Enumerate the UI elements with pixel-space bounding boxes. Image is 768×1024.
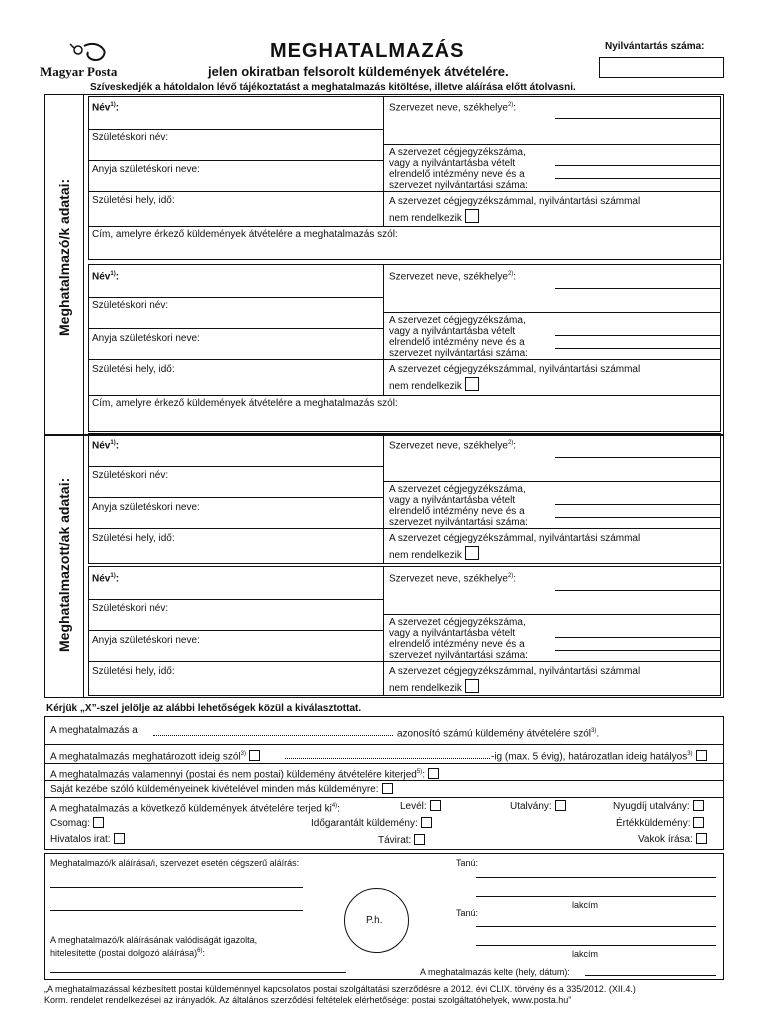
org-reg-label-1: A szervezet cégjegyzékszáma, (389, 315, 526, 326)
org-reg-label-3: elrendelő intézmény neve és a (389, 169, 525, 180)
utalvany-label: Utalvány: (510, 801, 552, 812)
org-reg-label-1: A szervezet cégjegyzékszáma, (389, 484, 526, 495)
org-none-label-2: nem rendelkezik (389, 213, 462, 224)
org-name-footnote: 2) (507, 102, 514, 108)
org-reg-label-3: elrendelő intézmény neve és a (389, 506, 525, 517)
csomag-checkbox[interactable] (93, 817, 104, 828)
address-label: Cím, amelyre érkező küldemények átvételére a meghatalmazás szól: (92, 398, 398, 409)
grantee-section-label: Meghatalmazott/ak adatai: (56, 477, 72, 652)
witness-line[interactable] (476, 926, 716, 927)
option-following-footnote: 4) (331, 803, 338, 809)
witness-line[interactable] (476, 896, 716, 897)
org-none-label-2: nem rendelkezik (389, 683, 462, 694)
org-none-label-2: nem rendelkezik (389, 550, 462, 561)
option-period-checkbox[interactable] (249, 750, 260, 761)
verify-footnote: 6) (197, 948, 203, 954)
name-label: Név (92, 102, 111, 114)
org-none-label-1: A szervezet cégjegyzékszámmal, nyilvántartási számmal (389, 196, 641, 207)
org-none-checkbox[interactable] (465, 679, 479, 693)
option-item-label-b: azonosító számú küldemény átvételére szól (397, 728, 591, 740)
mother-name-label: Anyja születéskori neve: (92, 333, 200, 344)
date-label: A meghatalmazás kelte (hely, dátum): (420, 967, 570, 977)
option-following-label: A meghatalmazás a következő küldemények átvételére terjed ki (50, 803, 332, 815)
logo-text: Magyar Posta (40, 64, 118, 79)
nyugdij-checkbox[interactable] (693, 800, 704, 811)
org-reg-label-4: szervezet nyilvántartási száma: (389, 180, 528, 191)
vakok-checkbox[interactable] (696, 833, 707, 844)
tavirat-checkbox[interactable] (414, 834, 425, 845)
hivatalos-checkbox[interactable] (114, 833, 125, 844)
residence-label: lakcím (572, 900, 599, 910)
org-none-label-1: A szervezet cégjegyzékszámmal, nyilvántartási számmal (389, 666, 641, 677)
org-name-footnote: 2) (507, 271, 514, 277)
name-label: Név (92, 573, 111, 585)
verifier-signature-line[interactable] (50, 972, 346, 973)
org-none-label-2: nem rendelkezik (389, 381, 462, 392)
org-reg-label-3: elrendelő intézmény neve és a (389, 337, 525, 348)
option-period-label: A meghatalmazás meghatározott ideig szól (50, 751, 241, 763)
mother-name-label: Anyja születéskori neve: (92, 164, 200, 175)
footer-line-1: „A meghatalmazással kézbesített postai küldeménnyel kapcsolatos postai szolgáltatási szerződésre a 2012. évi CLIX. törvény és a 335/2012. (XII.4.) (44, 984, 636, 994)
birth-place-label: Születési hely, idő: (92, 533, 175, 544)
mother-name-label: Anyja születéskori neve: (92, 502, 200, 513)
grantor-signature-line[interactable] (50, 910, 303, 911)
name-footnote: 1) (110, 271, 116, 277)
utalvany-checkbox[interactable] (555, 800, 566, 811)
verify-label-2: hitelesítette (postai dolgozó aláírása) (50, 948, 198, 958)
option-except-label: Saját kezébe szóló küldeményeinek kivételével minden más küldeményre: (50, 784, 379, 795)
org-name-footnote: 2) (507, 440, 514, 446)
ertek-label: Értékküldemény: (616, 818, 691, 829)
option-item-label-a: A meghatalmazás a (50, 725, 138, 736)
org-none-checkbox[interactable] (465, 377, 479, 391)
level-label: Levél: (400, 801, 427, 812)
birth-place-label: Születési hely, idő: (92, 666, 175, 677)
grantor-signature-label: Meghatalmazó/k aláírása/i, szervezet esetén cégszerű aláírás: (50, 858, 300, 868)
read-notice: Szíveskedjék a hátoldalon lévő tájékoztatást a meghatalmazás kitöltése, illetve aláírása előtt átolvasni. (90, 82, 576, 93)
option-all-footnote: 5) (416, 769, 423, 775)
org-reg-label-2: vagy a nyilvántartásba vételt (389, 158, 516, 169)
vakok-label: Vakok írása: (638, 834, 693, 845)
idogarantalt-label: Időgarantált küldemény: (311, 818, 418, 829)
org-none-label-1: A szervezet cégjegyzékszámmal, nyilvántartási számmal (389, 364, 641, 375)
org-name-label: Szervezet neve, székhelye (389, 271, 508, 283)
witness-line[interactable] (476, 945, 716, 946)
witness-label: Tanú: (456, 858, 479, 868)
org-none-checkbox[interactable] (465, 209, 479, 223)
org-reg-label-3: elrendelő intézmény neve és a (389, 639, 525, 650)
birth-name-label: Születéskori név: (92, 300, 169, 311)
org-name-label: Szervezet neve, székhelye (389, 573, 508, 585)
option-indefinite-checkbox[interactable] (696, 750, 707, 761)
hivatalos-label: Hivatalos irat: (50, 834, 111, 845)
org-name-footnote: 2) (507, 573, 514, 579)
option-indefinite-footnote: 3) (687, 751, 693, 757)
period-date-field[interactable] (285, 758, 490, 759)
org-reg-label-4: szervezet nyilvántartási száma: (389, 517, 528, 528)
option-except-checkbox[interactable] (382, 783, 393, 794)
stamp-label: P.h. (366, 915, 383, 926)
org-reg-label-1: A szervezet cégjegyzékszáma, (389, 147, 526, 158)
birth-place-label: Születési hely, idő: (92, 195, 175, 206)
nyugdij-label: Nyugdíj utalvány: (613, 801, 690, 812)
org-reg-label-4: szervezet nyilvántartási száma: (389, 348, 528, 359)
mother-name-label: Anyja születéskori neve: (92, 635, 200, 646)
org-reg-label-1: A szervezet cégjegyzékszáma, (389, 617, 526, 628)
registration-number-field[interactable] (599, 57, 724, 78)
birth-place-label: Születési hely, idő: (92, 364, 175, 375)
witness-label: Tanú: (456, 908, 479, 918)
org-reg-label-2: vagy a nyilvántartásba vételt (389, 326, 516, 337)
grantor-signature-line[interactable] (50, 887, 303, 888)
org-reg-label-2: vagy a nyilvántartásba vételt (389, 628, 516, 639)
option-item-footnote: 3) (591, 728, 597, 734)
option-all-label: A meghatalmazás valamennyi (postai és nem postai) küldemény átvételére kiterjed (50, 769, 417, 781)
ertek-checkbox[interactable] (693, 817, 704, 828)
item-id-field[interactable] (153, 735, 393, 736)
witness-line[interactable] (476, 877, 716, 878)
idogarantalt-checkbox[interactable] (421, 817, 432, 828)
org-none-checkbox[interactable] (465, 546, 479, 560)
options-instruction: Kérjük „X”-szel jelölje az alábbi lehetőségek közül a kiválasztottat. (46, 703, 362, 714)
name-footnote: 1) (110, 573, 116, 579)
option-all-checkbox[interactable] (428, 768, 439, 779)
name-label: Név (92, 440, 111, 452)
tavirat-label: Távirat: (378, 835, 412, 846)
option-indefinite-label: -ig (max. 5 évig), határozatlan ideig hatályos (491, 751, 688, 763)
footer-line-2: Korm. rendelet rendelkezései az irányadók. Az általános szerződési feltételek elérhetősége: postai szolgáltatóhelyek, www.posta.hu” (44, 995, 572, 1005)
option-period-footnote: 3) (240, 751, 247, 757)
name-footnote: 1) (110, 102, 116, 108)
birth-name-label: Születéskori név: (92, 470, 169, 481)
date-line[interactable] (585, 975, 716, 976)
org-name-label: Szervezet neve, székhelye (389, 440, 508, 452)
org-reg-label-2: vagy a nyilvántartásba vételt (389, 495, 516, 506)
csomag-label: Csomag: (50, 818, 91, 829)
posta-logo (40, 40, 120, 80)
org-reg-label-4: szervezet nyilvántartási száma: (389, 650, 528, 661)
name-label: Név (92, 271, 111, 283)
page-title: MEGHATALMAZÁS (270, 40, 465, 62)
org-name-label: Szervezet neve, székhelye (389, 102, 508, 114)
name-footnote: 1) (110, 440, 116, 446)
birth-name-label: Születéskori név: (92, 132, 169, 143)
verify-label-1: A meghatalmazó/k aláírásának valódiságát igazolta, (50, 935, 258, 945)
grantor-section-label: Meghatalmazó/k adatai: (56, 178, 72, 336)
page-subtitle: jelen okiratban felsorolt küldemények átvételére. (208, 64, 509, 79)
registration-label: Nyilvántartás száma: (605, 41, 705, 52)
level-checkbox[interactable] (430, 800, 441, 811)
address-label: Cím, amelyre érkező küldemények átvételére a meghatalmazás szól: (92, 229, 398, 240)
residence-label: lakcím (572, 949, 599, 959)
org-none-label-1: A szervezet cégjegyzékszámmal, nyilvántartási számmal (389, 533, 641, 544)
birth-name-label: Születéskori név: (92, 603, 169, 614)
